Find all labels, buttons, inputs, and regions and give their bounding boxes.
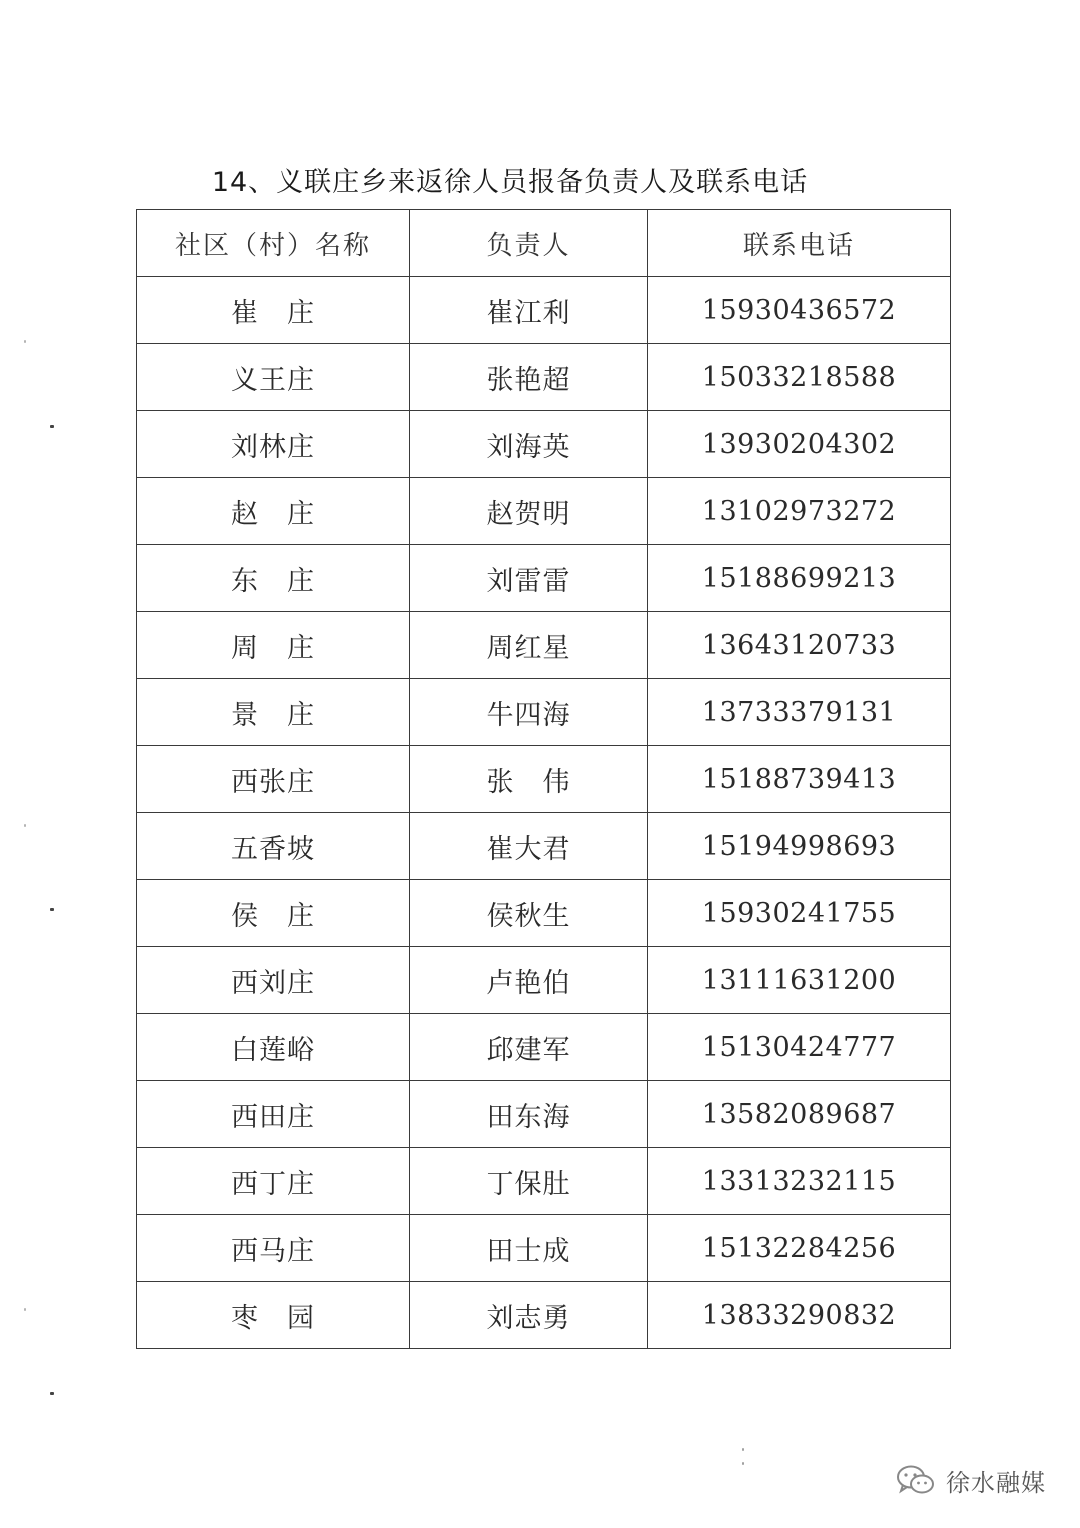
phone-cell: 13643120733 <box>648 612 951 679</box>
phone-cell: 15130424777 <box>648 1014 951 1081</box>
scan-speck <box>742 1448 744 1451</box>
phone-cell: 15930436572 <box>648 277 951 344</box>
village-cell: 义王庄 <box>137 344 410 411</box>
watermark-text: 徐水融媒 <box>946 1468 1046 1497</box>
phone-cell: 15188699213 <box>648 545 951 612</box>
scan-speck <box>50 425 54 428</box>
table-row <box>137 344 951 411</box>
table-body <box>137 277 951 1349</box>
person-cell: 刘海英 <box>410 411 648 478</box>
village-cell: 景 庄 <box>137 679 410 746</box>
table-row <box>137 277 951 344</box>
table-header-row <box>137 210 951 277</box>
phone-cell: 13313232115 <box>648 1148 951 1215</box>
person-cell: 张艳超 <box>410 344 648 411</box>
table-row <box>137 1014 951 1081</box>
village-cell: 西丁庄 <box>137 1148 410 1215</box>
person-cell: 牛四海 <box>410 679 648 746</box>
scan-speck <box>742 1462 744 1465</box>
table-row <box>137 478 951 545</box>
village-cell: 侯 庄 <box>137 880 410 947</box>
village-cell: 五香坡 <box>137 813 410 880</box>
table-row <box>137 746 951 813</box>
village-cell: 西马庄 <box>137 1215 410 1282</box>
person-cell: 赵贺明 <box>410 478 648 545</box>
table-row <box>137 679 951 746</box>
table-row <box>137 1215 951 1282</box>
table-row <box>137 947 951 1014</box>
village-cell: 周 庄 <box>137 612 410 679</box>
phone-cell: 15033218588 <box>648 344 951 411</box>
table-row <box>137 1081 951 1148</box>
village-cell: 西刘庄 <box>137 947 410 1014</box>
table-row <box>137 411 951 478</box>
person-cell: 崔大君 <box>410 813 648 880</box>
table-row <box>137 1148 951 1215</box>
document-title: 14、义联庄乡来返徐人员报备负责人及联系电话 <box>211 167 809 198</box>
scan-speck <box>24 340 26 343</box>
scan-speck <box>24 1308 26 1311</box>
header-person: 负责人 <box>410 210 648 277</box>
phone-cell: 15188739413 <box>648 746 951 813</box>
phone-cell: 15132284256 <box>648 1215 951 1282</box>
phone-cell: 13930204302 <box>648 411 951 478</box>
person-cell: 刘雷雷 <box>410 545 648 612</box>
phone-cell: 15930241755 <box>648 880 951 947</box>
contact-table <box>136 209 951 1349</box>
scan-speck <box>50 1392 54 1395</box>
person-cell: 崔江利 <box>410 277 648 344</box>
person-cell: 田士成 <box>410 1215 648 1282</box>
person-cell: 周红星 <box>410 612 648 679</box>
village-cell: 白莲峪 <box>137 1014 410 1081</box>
phone-cell: 13833290832 <box>648 1282 951 1349</box>
village-cell: 西田庄 <box>137 1081 410 1148</box>
person-cell: 刘志勇 <box>410 1282 648 1349</box>
table-row <box>137 813 951 880</box>
table-row <box>137 545 951 612</box>
table-row <box>137 880 951 947</box>
table-row <box>137 1282 951 1349</box>
phone-cell: 13102973272 <box>648 478 951 545</box>
person-cell: 邱建军 <box>410 1014 648 1081</box>
person-cell: 卢艳伯 <box>410 947 648 1014</box>
village-cell: 赵 庄 <box>137 478 410 545</box>
header-phone: 联系电话 <box>648 210 951 277</box>
phone-cell: 13111631200 <box>648 947 951 1014</box>
header-village: 社区（村）名称 <box>137 210 410 277</box>
scan-speck <box>50 908 54 911</box>
wechat-icon <box>896 1463 936 1497</box>
village-cell: 刘林庄 <box>137 411 410 478</box>
phone-cell: 13733379131 <box>648 679 951 746</box>
person-cell: 张 伟 <box>410 746 648 813</box>
person-cell: 侯秋生 <box>410 880 648 947</box>
village-cell: 西张庄 <box>137 746 410 813</box>
village-cell: 东 庄 <box>137 545 410 612</box>
phone-cell: 13582089687 <box>648 1081 951 1148</box>
village-cell: 崔 庄 <box>137 277 410 344</box>
table-row <box>137 612 951 679</box>
scan-speck <box>24 824 26 827</box>
person-cell: 丁保肚 <box>410 1148 648 1215</box>
person-cell: 田东海 <box>410 1081 648 1148</box>
phone-cell: 15194998693 <box>648 813 951 880</box>
village-cell: 枣 园 <box>137 1282 410 1349</box>
watermark <box>896 1458 1046 1502</box>
